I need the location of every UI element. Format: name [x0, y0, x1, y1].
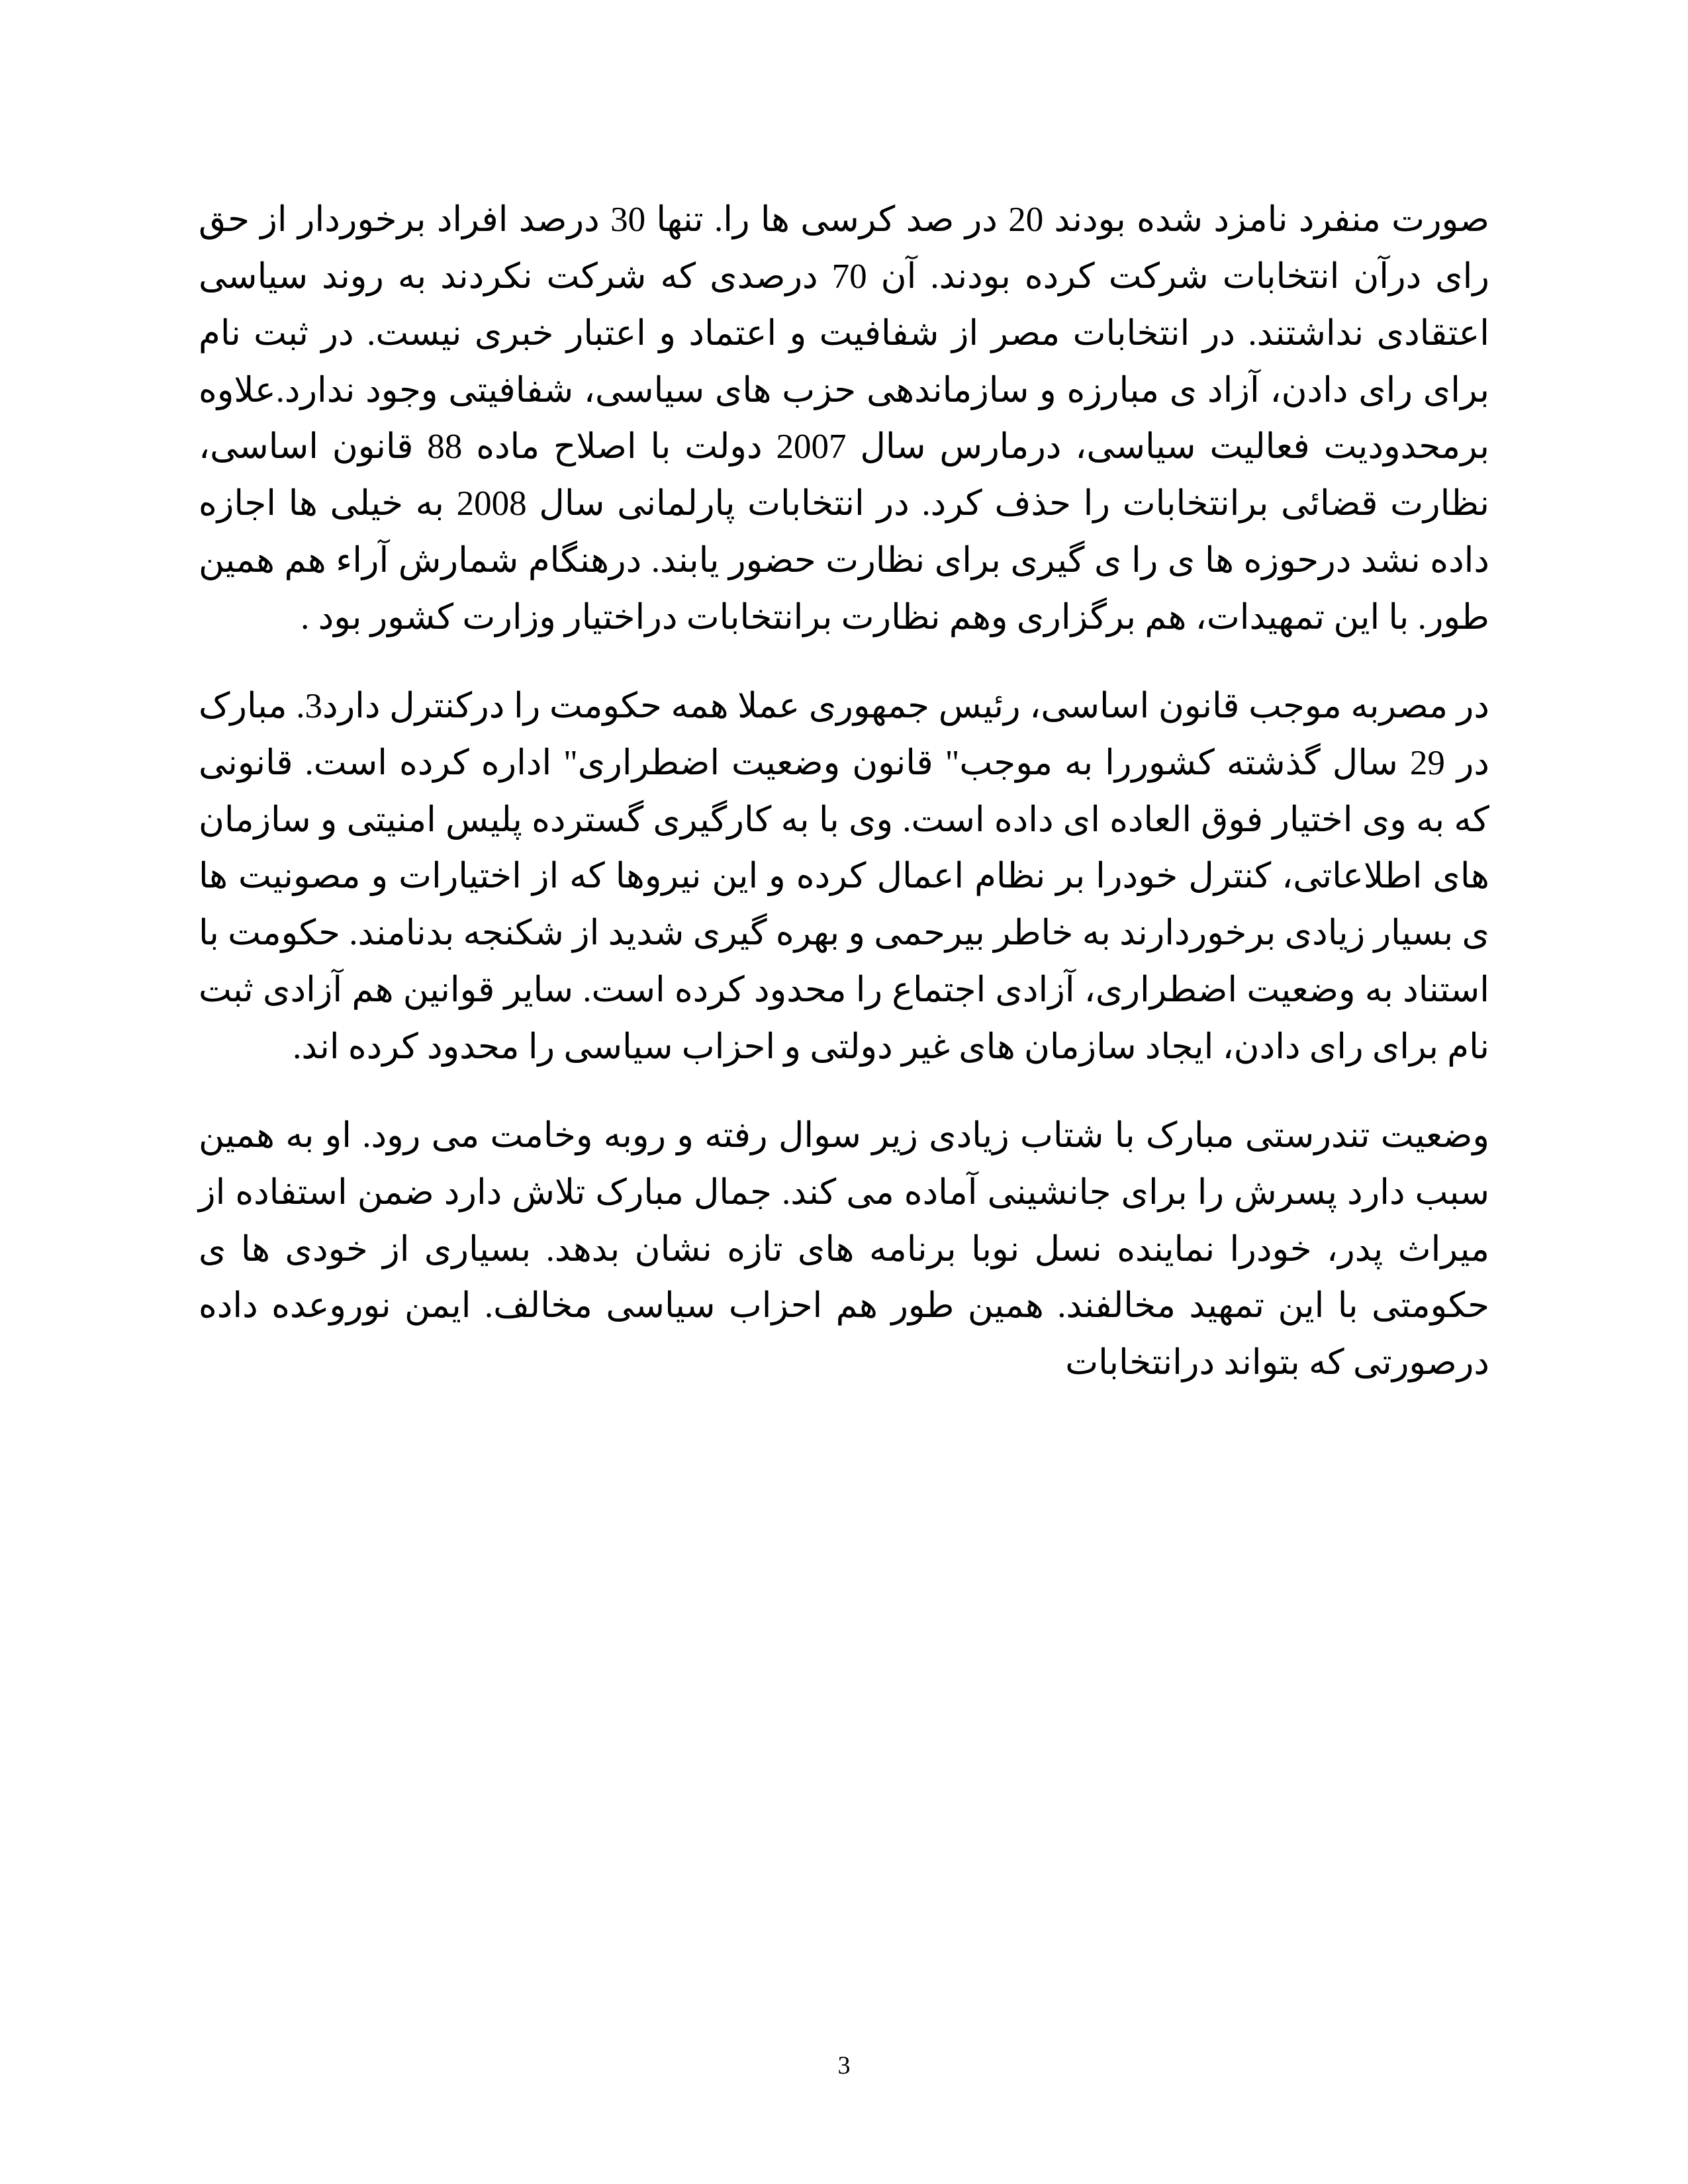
paragraph: در مصربه موجب قانون اساسی، رئیس جمهوری عملا همه حکومت را درکنترل دارد3. مبارک در 29 سال گذشته کشوررا به موجب" قانون وضعیت اضطراری" اداره کرده است. قانونی که به وی اختیار فوق العاده ای داده است. وی با به کارگیری گسترده پلیس امنیتی و سازمان های اطلاعاتی، کنترل خودرا بر نظام اعمال کرده و این نیروها که از اختیارات و مصونیت ها ی بسیار زیادی برخوردارند به خاطر بیرحمی و بهره گیری شدید از شکنجه بدنامند. حکومت با استناد به وضعیت اضطراری، آزادی اجتماع را محدود کرده است. سایر قوانین هم آزادی ثبت نام برای رای دادن، ایجاد سازمان های غیر دولتی و احزاب سیاسی را محدود کرده اند.: [199, 686, 1489, 1067]
document-body: [199, 192, 1489, 1392]
paragraph: صورت منفرد نامزد شده بودند 20 در صد کرسی ها را. تنها 30 درصد افراد برخوردار از حق رای درآن انتخابات شرکت کرده بودند. آن 70 درصدی که شرکت نکردند به روند سیاسی اعتقادی نداشتند. در انتخابات مصر از شفافیت و اعتماد و اعتبار خبری نیست. در ثبت نام برای رای دادن، آزاد ی مبارزه و سازماندهی حزب های سیاسی، شفافیتی وجود ندارد.علاوه برمحدودیت فعالیت سیاسی، درمارس سال 2007 دولت با اصلاح ماده 88 قانون اساسی، نظارت قضائی برانتخابات را حذف کرد. در انتخابات پارلمانی سال 2008 به خیلی ها اجازه داده نشد درحوزه ها ی را ی گیری برای نظارت حضور یابند. درهنگام شمارش آراء هم همین طور. با این تمهیدات، هم برگزاری وهم نظارت برانتخابات دراختیار وزارت کشور بود .: [199, 201, 1489, 637]
paragraph: وضعیت تندرستی مبارک با شتاب زیادی زیر سوال رفته و روبه وخامت می رود. او به همین سبب دارد پسرش را برای جانشینی آماده می کند. جمال مبارک تلاش دارد ضمن استفاده از میراث پدر، خودرا نماینده نسل نوبا برنامه های تازه نشان بدهد. بسیاری از خودی ها ی حکومتی با این تمهید مخالفند. همین طور هم احزاب سیاسی مخالف. ایمن نوروعده داده درصورتی که بتواند درانتخابات: [199, 1116, 1489, 1383]
page-number: 3: [837, 2052, 851, 2079]
